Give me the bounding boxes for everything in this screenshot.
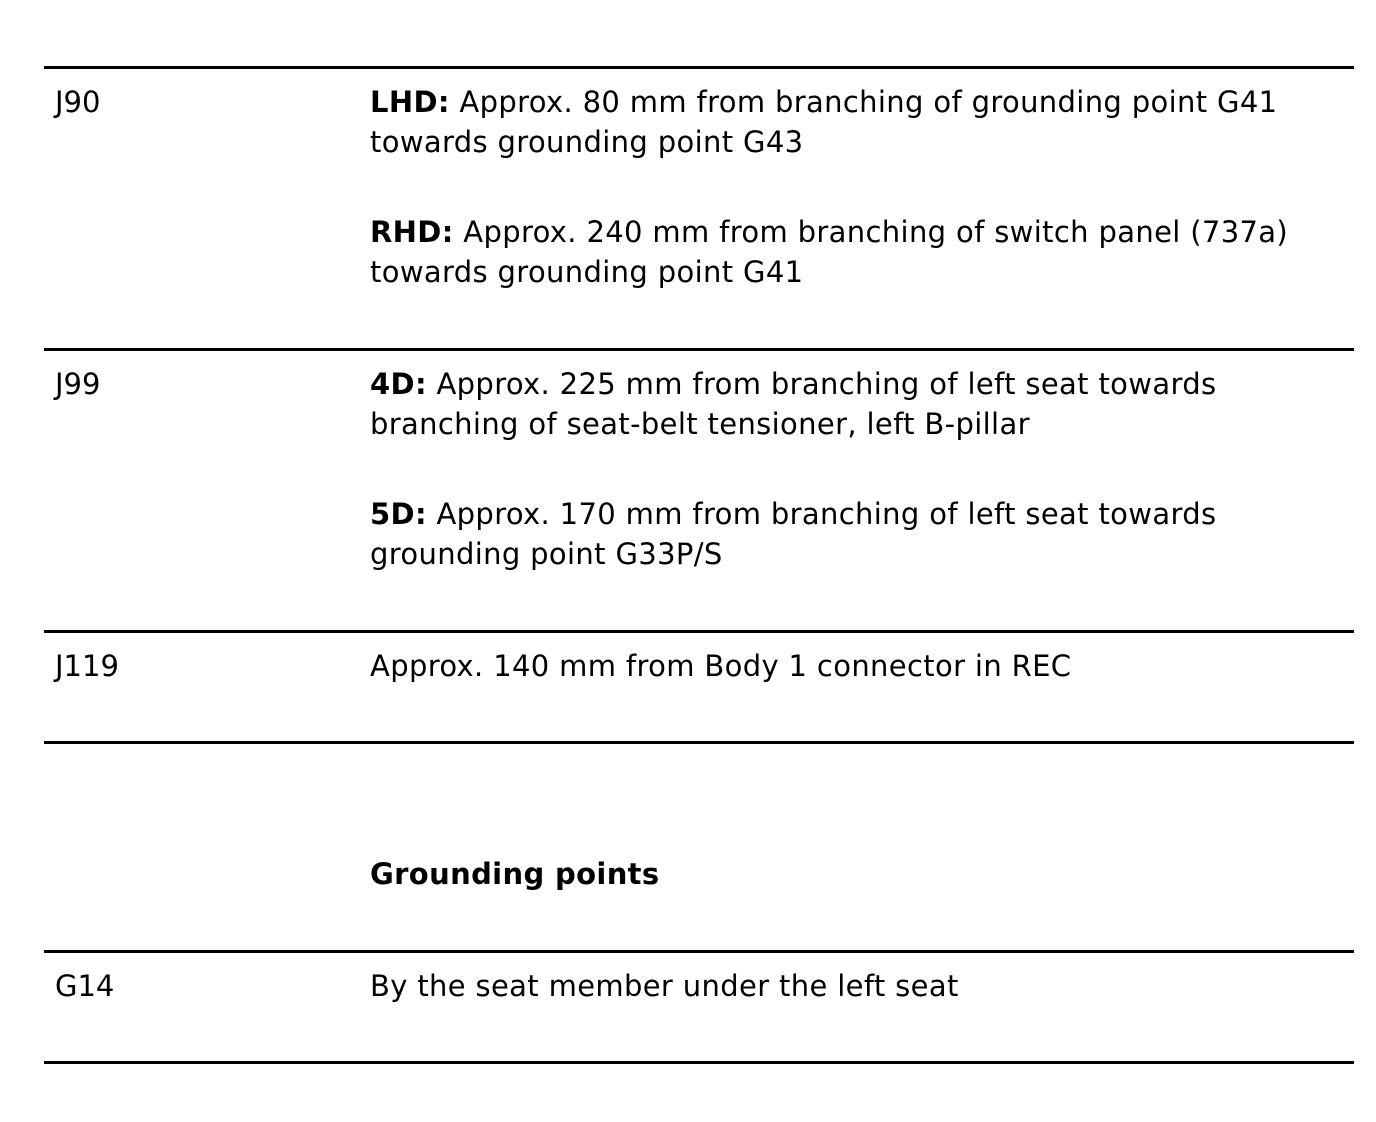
table-rule (44, 950, 1354, 953)
junction-code: J119 (55, 649, 119, 683)
location-text: Approx. 240 mm from branching of switch panel (737a) towards grounding point G41 (370, 215, 1289, 289)
variant-label: LHD: (370, 85, 450, 119)
section-heading: Grounding points (370, 857, 660, 891)
location-description (370, 646, 1355, 686)
location-text: By the seat member under the left seat (370, 969, 959, 1003)
location-text: Approx. 80 mm from branching of grounding point G41 towards grounding point G43 (370, 85, 1278, 159)
table-rule (44, 741, 1354, 744)
variant-label: RHD: (370, 215, 454, 249)
location-text: Approx. 225 mm from branching of left seat towards branching of seat-belt tensioner, left B-pillar (370, 367, 1217, 441)
location-description (370, 82, 1355, 162)
variant-label: 5D: (370, 497, 427, 531)
location-text: Approx. 170 mm from branching of left seat towards grounding point G33P/S (370, 497, 1217, 571)
location-description (370, 212, 1355, 292)
table-rule (44, 1061, 1354, 1064)
variant-label: 4D: (370, 367, 427, 401)
junction-code: J99 (55, 367, 101, 401)
table-rule (44, 630, 1354, 633)
location-description (370, 494, 1355, 574)
table-rule (44, 348, 1354, 351)
location-text: Approx. 140 mm from Body 1 connector in REC (370, 649, 1072, 683)
location-description (370, 364, 1355, 444)
location-description (370, 966, 1355, 1006)
table-rule (44, 66, 1354, 69)
grounding-code: G14 (55, 969, 115, 1003)
junction-code: J90 (55, 85, 101, 119)
